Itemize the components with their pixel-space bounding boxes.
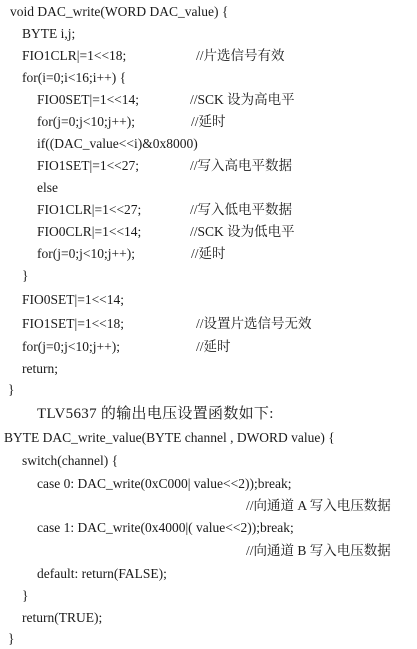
code-line: } bbox=[8, 631, 15, 646]
code-comment: //向通道 A 写入电压数据 bbox=[246, 498, 391, 513]
code-line: case 0: DAC_write(0xC000| value<<2));break; bbox=[37, 476, 292, 491]
code-line: switch(channel) { bbox=[22, 453, 119, 468]
code-line: for(i=0;i<16;i++) { bbox=[22, 70, 127, 85]
code-comment: //延时 bbox=[191, 114, 226, 129]
code-line: FIO1CLR|=1<<18; bbox=[22, 48, 127, 63]
code-comment: //SCK 设为高电平 bbox=[190, 92, 295, 107]
code-line: default: return(FALSE); bbox=[37, 566, 167, 581]
code-comment: //写入高电平数据 bbox=[190, 158, 293, 173]
code-line: FIO0CLR|=1<<14; bbox=[37, 224, 142, 239]
code-line: for(j=0;j<10;j++); bbox=[22, 339, 120, 354]
code-comment: //向通道 B 写入电压数据 bbox=[246, 543, 391, 558]
code-line: FIO1SET|=1<<18; bbox=[22, 316, 125, 331]
code-line: } bbox=[8, 382, 15, 397]
code-line: for(j=0;j<10;j++); bbox=[37, 246, 135, 261]
code-line: } bbox=[22, 588, 29, 603]
code-line: return(TRUE); bbox=[22, 610, 103, 625]
code-comment: //片选信号有效 bbox=[196, 48, 285, 63]
code-line: } bbox=[22, 268, 29, 283]
code-line: return; bbox=[22, 361, 58, 376]
code-comment: //SCK 设为低电平 bbox=[190, 224, 295, 239]
code-line: for(j=0;j<10;j++); bbox=[37, 114, 135, 129]
code-comment: //写入低电平数据 bbox=[190, 202, 293, 217]
code-line: if((DAC_value<<i)&0x8000) bbox=[37, 136, 198, 151]
code-comment: //延时 bbox=[196, 339, 231, 354]
code-line: BYTE DAC_write_value(BYTE channel , DWORD value) { bbox=[4, 430, 335, 445]
code-line: case 1: DAC_write(0x4000|( value<<2));break; bbox=[37, 520, 294, 535]
code-comment: //设置片选信号无效 bbox=[196, 316, 312, 331]
code-line: void DAC_write(WORD DAC_value) { bbox=[10, 4, 229, 19]
code-line: FIO1CLR|=1<<27; bbox=[37, 202, 142, 217]
code-line: else bbox=[37, 180, 58, 195]
prose-text: TLV5637 的输出电压设置函数如下: bbox=[37, 406, 274, 422]
code-line: FIO0SET|=1<<14; bbox=[22, 292, 125, 307]
code-line: BYTE i,j; bbox=[22, 26, 76, 41]
code-line: FIO0SET|=1<<14; bbox=[37, 92, 140, 107]
code-line: FIO1SET|=1<<27; bbox=[37, 158, 140, 173]
code-comment: //延时 bbox=[191, 246, 226, 261]
